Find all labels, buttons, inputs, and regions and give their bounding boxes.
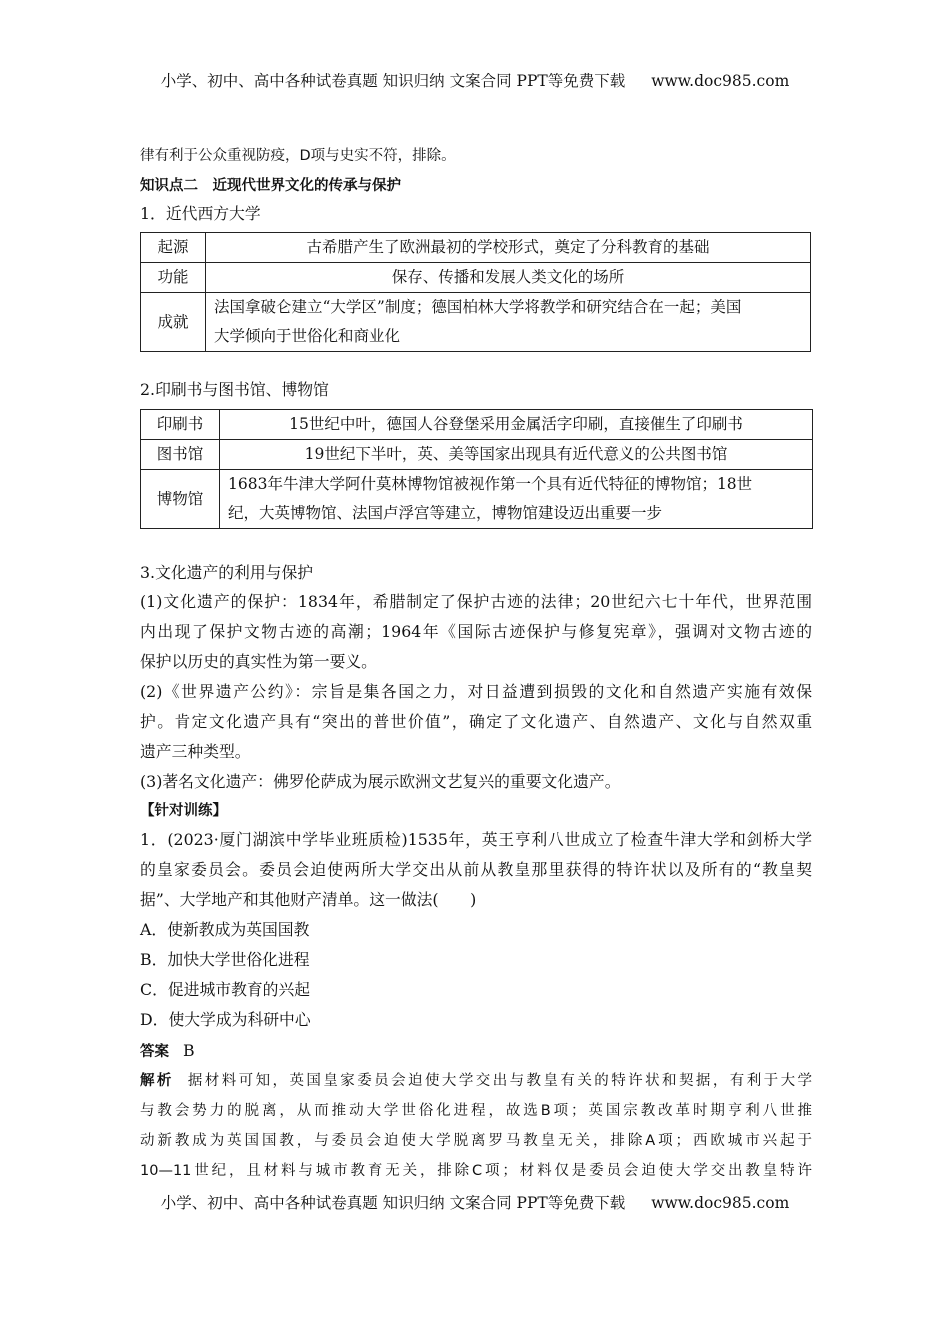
paragraph-line: (1)文化遗产的保护：1834年，希腊制定了保护古迹的法律；20世纪六七十年代，世界范围 [140, 592, 812, 611]
page-header [0, 69, 950, 91]
table-row [141, 233, 811, 263]
table-row [141, 470, 813, 529]
table-value: 古希腊产生了欧洲最初的学校形式，奠定了分科教育的基础 [206, 233, 811, 263]
university-table [140, 232, 811, 352]
header-site-link[interactable]: www.doc985.com [651, 72, 790, 90]
paragraph-line: 内出现了保护文物古迹的高潮；1964年《国际古迹保护与修复宪章》，强调对文物古迹的 [140, 622, 812, 641]
table-key: 起源 [141, 233, 206, 263]
table-value-line: 法国拿破仑建立“大学区”制度；德国柏林大学将教学和研究结合在一起；美国 [214, 298, 742, 316]
question-line: 1．(2023·厦门湖滨中学毕业班质检)1535年，英王亨利八世成立了检查牛津大学和剑桥大学 [140, 830, 812, 849]
table-key: 图书馆 [141, 440, 220, 470]
table-value [206, 293, 811, 352]
printing-library-museum-table [140, 409, 813, 529]
analysis-line: 10—11世纪，且材料与城市教育无关，排除C项；材料仅是委员会迫使大学交出教皇特许 [140, 1163, 812, 1179]
table-value: 19世纪下半叶，英、美等国家出现具有近代意义的公共图书馆 [220, 440, 813, 470]
answer-line [140, 1041, 812, 1062]
page-footer [0, 1191, 950, 1213]
paragraph-line: 遗产三种类型。 [140, 742, 251, 761]
answer-value: B [183, 1041, 195, 1060]
footer-text: 小学、初中、高中各种试卷真题 知识归纳 文案合同 PPT等免费下载 [160, 1194, 626, 1212]
analysis-label: 解析 [140, 1073, 174, 1089]
s1-title: 1．近代西方大学 [140, 204, 261, 223]
footer-site-link[interactable]: www.doc985.com [651, 1194, 790, 1212]
analysis-text: 据材料可知，英国皇家委员会迫使大学交出与教皇有关的特许状和契据，有利于大学 [187, 1073, 813, 1089]
paragraph-line: (2)《世界遗产公约》：宗旨是集各国之力，对日益遭到损毁的文化和自然遗产实施有效保 [140, 682, 812, 701]
question-line: 的皇家委员会。委员会迫使两所大学交出从前从教皇那里获得的特许状以及所有的“教皇契 [140, 860, 812, 879]
analysis-line: 动新教成为英国国教，与委员会迫使大学脱离罗马教皇无关，排除A项；西欧城市兴起于 [140, 1133, 812, 1149]
option-a: A．使新教成为英国国教 [140, 920, 310, 939]
option-b: B．加快大学世俗化进程 [140, 950, 310, 969]
table-value-line: 1683年牛津大学阿什莫林博物馆被视作第一个具有近代特征的博物馆；18世 [228, 475, 753, 493]
s3-title: 3.文化遗产的利用与保护 [140, 563, 314, 582]
section-title: 知识点二 近现代世界文化的传承与保护 [140, 178, 401, 194]
analysis-line [140, 1071, 812, 1091]
table-row [141, 293, 811, 352]
table-value [220, 470, 813, 529]
analysis-line: 与教会势力的脱离，从而推动大学世俗化进程，故选B项；英国宗教改革时期亨利八世推 [140, 1103, 812, 1119]
table-key: 功能 [141, 263, 206, 293]
intro-line: 律有利于公众重视防疫，D项与史实不符，排除。 [140, 148, 456, 164]
table-value-line: 大学倾向于世俗化和商业化 [214, 327, 401, 345]
table-row [141, 263, 811, 293]
table-key: 印刷书 [141, 410, 220, 440]
practice-heading: 【针对训练】 [140, 803, 227, 819]
paragraph-line: 护。肯定文化遗产具有“突出的普世价值”，确定了文化遗产、自然遗产、文化与自然双重 [140, 712, 812, 731]
table-key: 博物馆 [141, 470, 220, 529]
header-text: 小学、初中、高中各种试卷真题 知识归纳 文案合同 PPT等免费下载 [160, 72, 626, 90]
paragraph-line: (3)著名文化遗产：佛罗伦萨成为展示欧洲文艺复兴的重要文化遗产。 [140, 772, 621, 791]
s2-title: 2.印刷书与图书馆、博物馆 [140, 380, 329, 399]
table-key: 成就 [141, 293, 206, 352]
option-d: D．使大学成为科研中心 [140, 1010, 311, 1029]
table-row [141, 440, 813, 470]
table-value: 保存、传播和发展人类文化的场所 [206, 263, 811, 293]
table-row [141, 410, 813, 440]
question-line: 据”、大学地产和其他财产清单。这一做法( ) [140, 890, 477, 909]
paragraph-line: 保护以历史的真实性为第一要义。 [140, 652, 377, 671]
option-c: C．促进城市教育的兴起 [140, 980, 311, 999]
table-value: 15世纪中叶，德国人谷登堡采用金属活字印刷，直接催生了印刷书 [220, 410, 813, 440]
answer-label: 答案 [140, 1044, 169, 1060]
table-value-line: 纪，大英博物馆、法国卢浮宫等建立，博物馆建设迈出重要一步 [228, 504, 663, 522]
